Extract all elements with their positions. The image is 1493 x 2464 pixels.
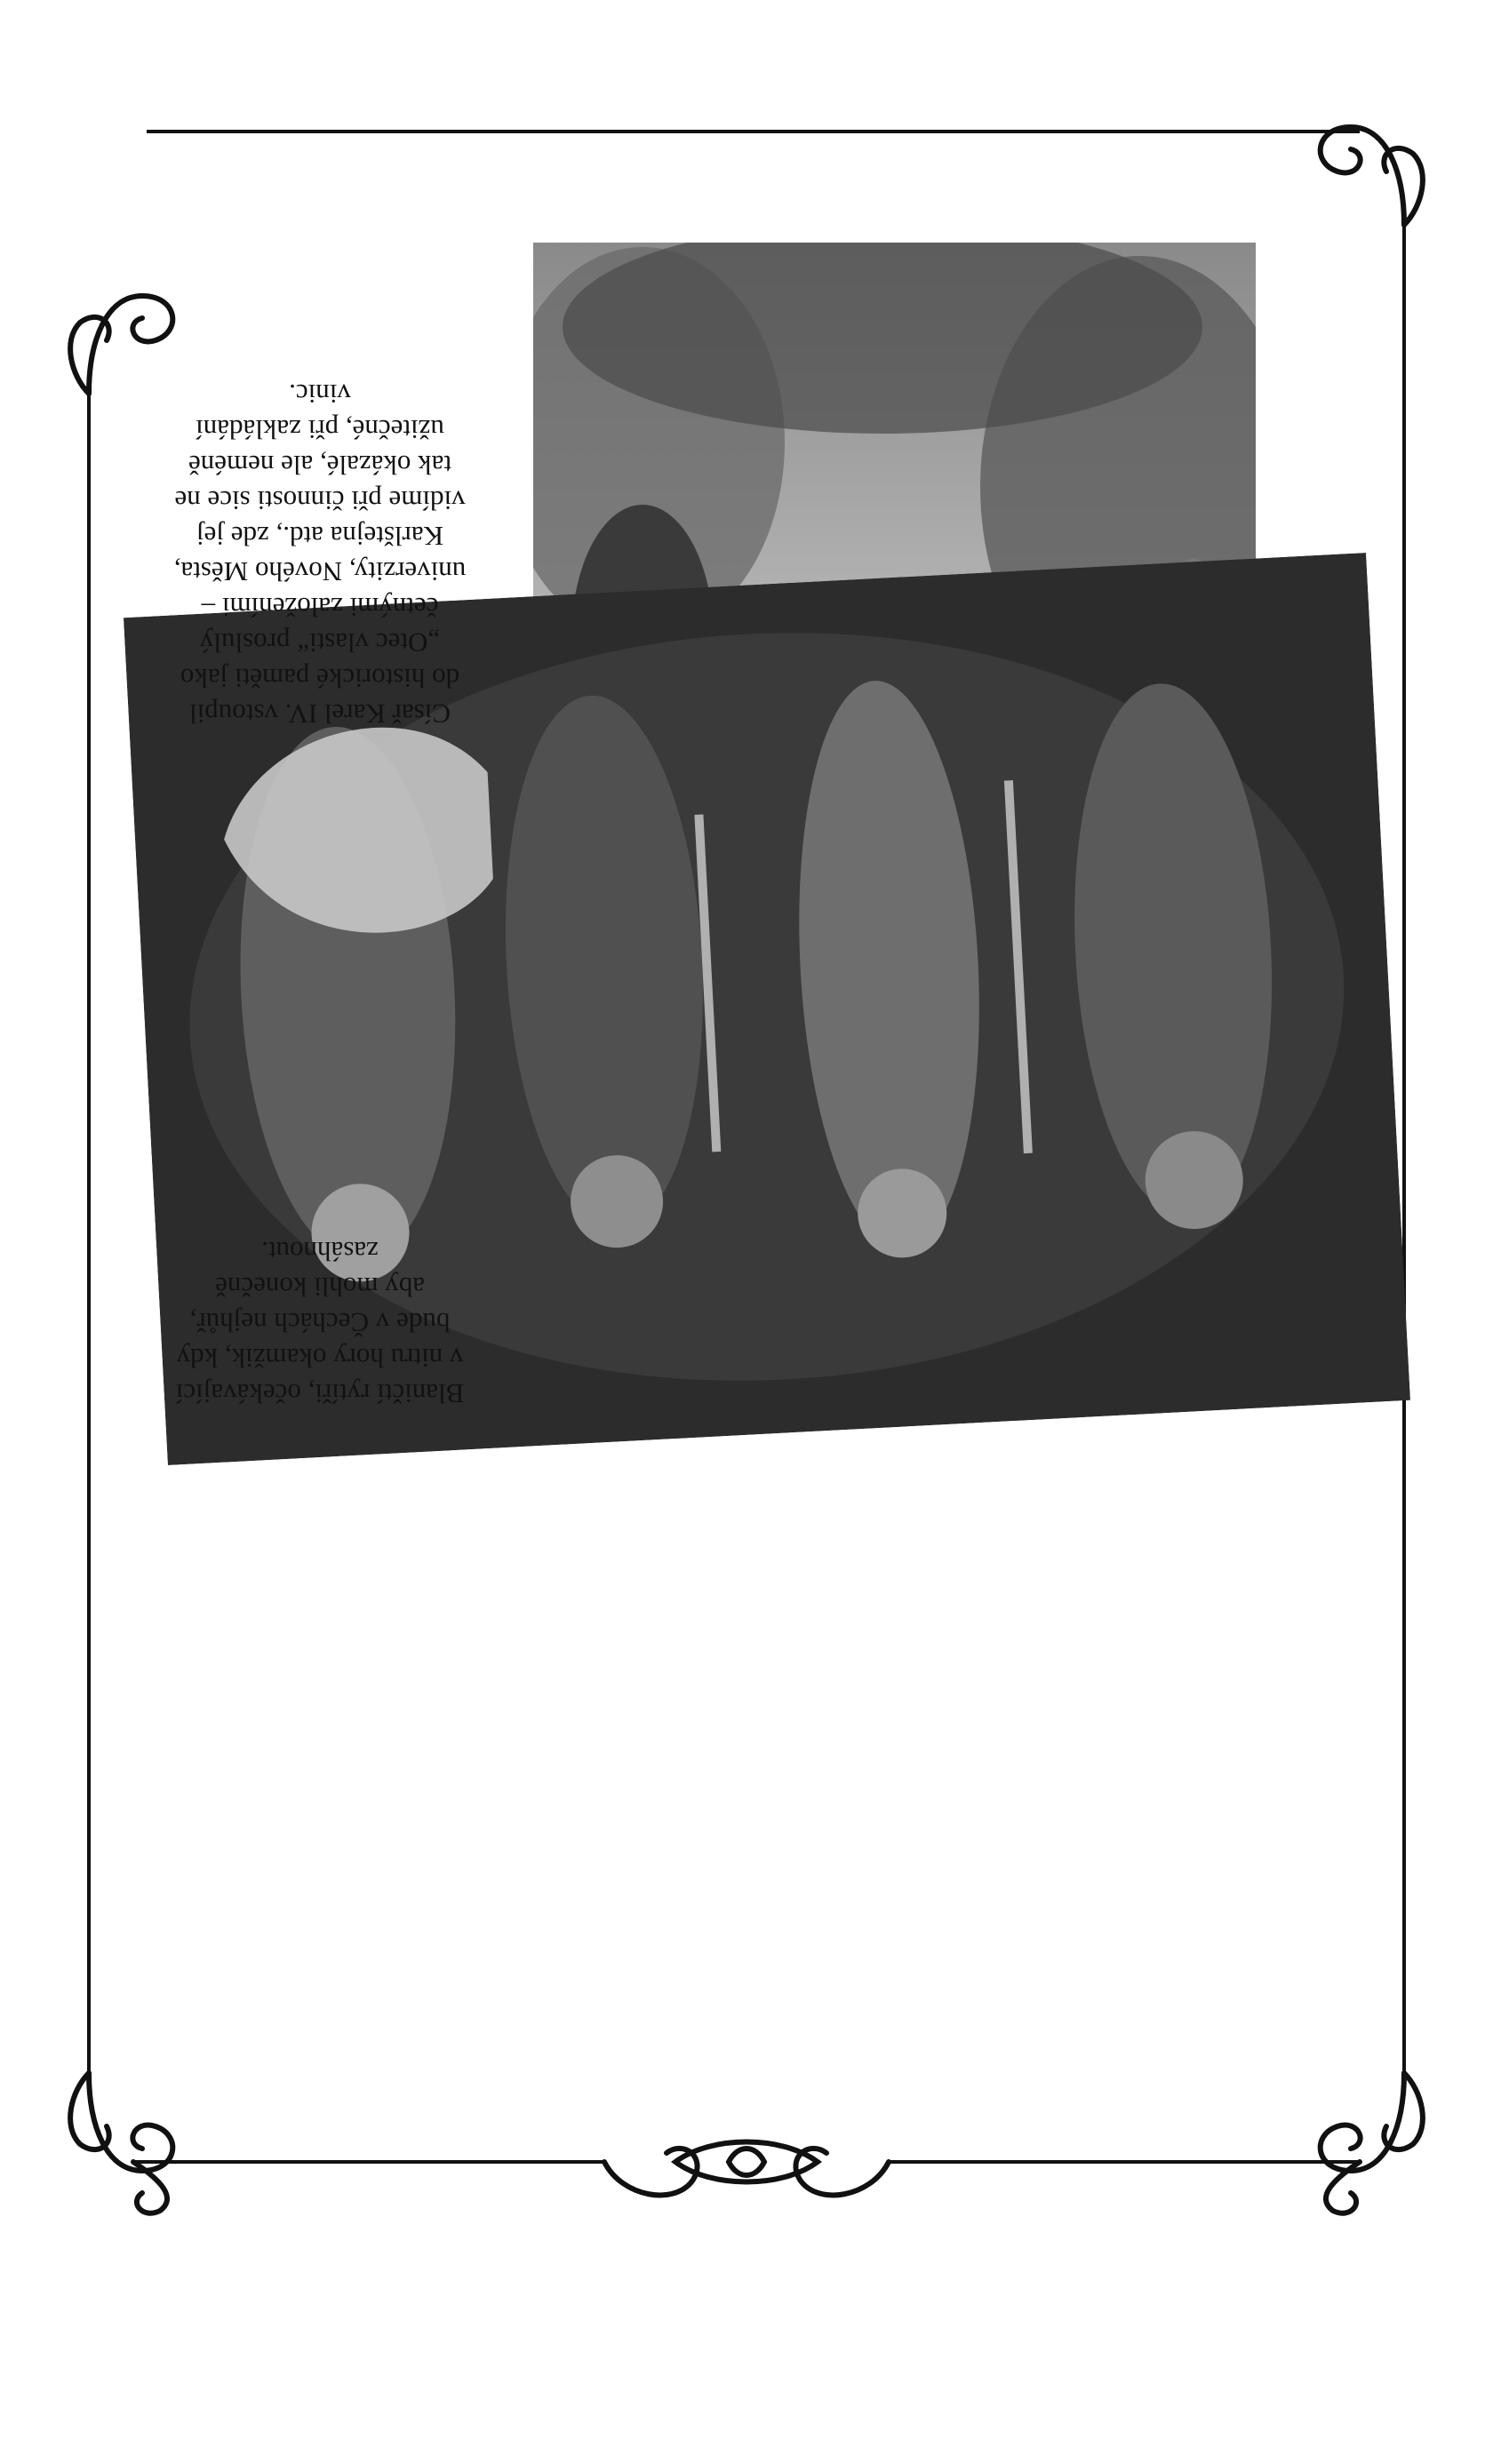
caption-line: užitečné, při zakládání bbox=[196, 414, 444, 445]
caption-line: zasáhnout. bbox=[261, 1236, 379, 1267]
caption-line: Blaničtí rytíři, očekávající bbox=[175, 1378, 465, 1409]
caption-line: „Otec vlasti“ proslulý bbox=[199, 627, 441, 658]
caption-blanik-knights bbox=[116, 1233, 524, 1411]
caption-line: vinic. bbox=[289, 379, 351, 410]
caption-line: vidíme při činnosti sice ne bbox=[174, 485, 466, 516]
caption-line: aby mohli konečně bbox=[215, 1272, 425, 1303]
caption-line: v nitru hory okamžik, kdy bbox=[176, 1343, 464, 1374]
caption-line: univerzity, Nového Města, bbox=[173, 556, 467, 587]
caption-line: Karlštejna atd., zde jej bbox=[196, 521, 444, 552]
caption-line: četnými založeními – bbox=[201, 592, 439, 623]
caption-line: tak okázalé, ale neméně bbox=[188, 450, 452, 481]
caption-line: Císař Karel IV. vstoupil bbox=[189, 698, 451, 730]
caption-line: do historické paměti jako bbox=[180, 663, 460, 694]
caption-line: bude v Čechách nejhůř, bbox=[189, 1307, 451, 1338]
caption-charles-iv bbox=[111, 376, 529, 731]
